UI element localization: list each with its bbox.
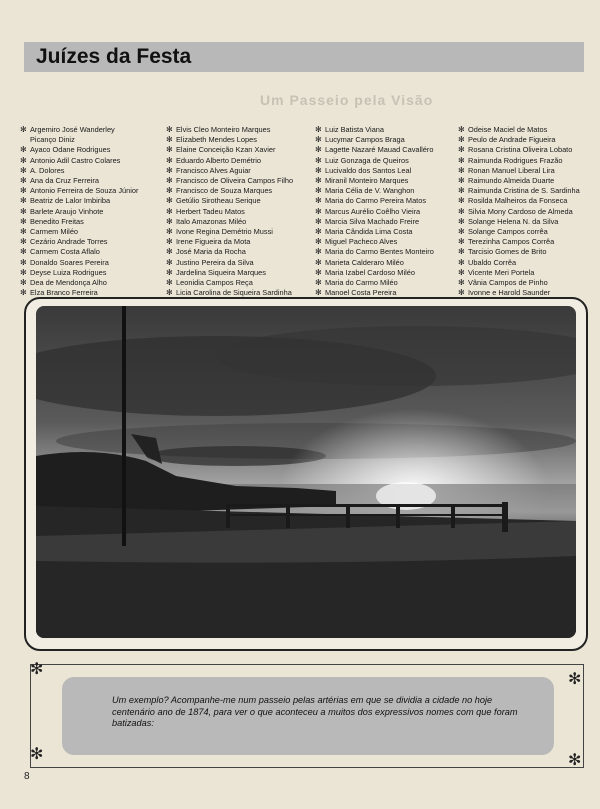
bullet-star-icon: ✻: [458, 237, 465, 247]
bullet-star-icon: ✻: [20, 288, 27, 298]
judge-name: [166, 196, 293, 206]
judges-column-3: [315, 125, 434, 298]
bullet-star-icon: ✻: [458, 145, 465, 155]
bullet-star-icon: ✻: [458, 288, 465, 298]
judge-name: [20, 156, 138, 166]
bullet-star-icon: ✻: [20, 155, 27, 165]
bullet-star-icon: ✻: [315, 155, 322, 165]
judge-name: [20, 166, 138, 176]
judge-name: [458, 176, 580, 186]
judge-name-text: Rosana Cristina Oliveira Lobato: [468, 145, 573, 155]
bleed-through-text: Um Passeio pela Visão: [260, 92, 434, 108]
corner-star-icon: ✻: [30, 746, 44, 763]
bullet-star-icon: ✻: [166, 206, 173, 216]
judge-name-text: Maria Cândida Lima Costa: [325, 227, 413, 237]
bullet-star-icon: ✻: [20, 257, 27, 267]
judge-name: [458, 196, 580, 206]
bullet-star-icon: ✻: [20, 176, 27, 186]
judge-name-text: Maria do Carmo Bentes Monteiro: [325, 247, 434, 257]
bullet-star-icon: ✻: [458, 257, 465, 267]
judge-name: [458, 237, 580, 247]
judge-name-text: Francisco de Oliveira Campos Filho: [176, 176, 294, 186]
bullet-star-icon: ✻: [458, 206, 465, 216]
judge-name: [315, 247, 434, 257]
judges-column-2: [166, 125, 293, 298]
judge-name: [166, 125, 293, 135]
judge-name-text: Eduardo Alberto Demétrio: [176, 155, 262, 165]
judge-name: [20, 145, 138, 155]
bullet-star-icon: ✻: [315, 206, 322, 216]
judge-name: [315, 135, 434, 145]
judge-name: [20, 217, 138, 227]
judge-name-text: Marieta Calderaro Miléo: [325, 257, 404, 267]
bullet-star-icon: ✻: [166, 237, 173, 247]
bullet-star-icon: ✻: [458, 267, 465, 277]
judge-name: [458, 278, 580, 288]
judge-name: [166, 247, 293, 257]
bullet-star-icon: ✻: [166, 278, 173, 288]
judge-name-text: Getúlio Sirotheau Serique: [176, 196, 261, 206]
judge-name-continuation: Picanço Diniz: [30, 135, 75, 145]
judge-name-text: Lucivaldo dos Santos Leal: [325, 165, 412, 175]
judge-name: [315, 268, 434, 278]
judge-name: [315, 278, 434, 288]
judge-name-text: A. Dolores: [30, 165, 65, 175]
judge-name: [166, 278, 293, 288]
bullet-star-icon: ✻: [315, 176, 322, 186]
judge-name: [166, 227, 293, 237]
bullet-star-icon: ✻: [315, 257, 322, 267]
judges-column-1: [20, 125, 138, 298]
judge-name-text: Miranil Monteiro Marques: [325, 176, 409, 186]
judge-name-text: Silvia Mony Cardoso de Almeda: [468, 206, 573, 216]
bullet-star-icon: ✻: [315, 125, 322, 134]
bullet-star-icon: ✻: [458, 186, 465, 196]
bullet-star-icon: ✻: [315, 288, 322, 298]
judges-column-4: [458, 125, 580, 298]
bullet-star-icon: ✻: [166, 288, 173, 298]
judge-name: [166, 237, 293, 247]
bullet-star-icon: ✻: [166, 145, 173, 155]
judge-name-text: Marcus Aurélio Coêlho Vieira: [325, 206, 421, 216]
judge-name-text: Solange Helena N. da Silva: [468, 216, 559, 226]
judge-name-text: Carmem Costa Aflalo: [30, 247, 100, 257]
judge-name: [458, 207, 580, 217]
bullet-star-icon: ✻: [315, 165, 322, 175]
bullet-star-icon: ✻: [166, 186, 173, 196]
judge-name: [20, 247, 138, 257]
judge-name: [166, 145, 293, 155]
judge-name: [315, 258, 434, 268]
bullet-star-icon: ✻: [20, 196, 27, 206]
bullet-star-icon: ✻: [315, 278, 322, 288]
bullet-star-icon: ✻: [315, 186, 322, 196]
bullet-star-icon: ✻: [458, 216, 465, 226]
judge-name: [20, 237, 138, 247]
judge-name: [315, 196, 434, 206]
bullet-star-icon: ✻: [458, 227, 465, 237]
bullet-star-icon: ✻: [315, 247, 322, 257]
bullet-star-icon: ✻: [166, 125, 173, 134]
judge-name: [315, 207, 434, 217]
judge-name: [20, 227, 138, 237]
judge-name: [166, 268, 293, 278]
judge-name: [20, 196, 138, 206]
judge-name: [458, 258, 580, 268]
judge-name-text: Terezinha Campos Corrêa: [468, 237, 555, 247]
bullet-star-icon: ✻: [315, 237, 322, 247]
judge-name: [458, 268, 580, 278]
judge-name-text: Elaine Conceição Kzan Xavier: [176, 145, 276, 155]
bullet-star-icon: ✻: [458, 247, 465, 257]
judge-name-text: Raimundo Almeida Duarte: [468, 176, 555, 186]
judge-name-text: Vicente Meri Portela: [468, 267, 535, 277]
judge-name: [458, 145, 580, 155]
judge-name-text: Elza Branco Ferreira: [30, 288, 98, 298]
judge-name: [315, 176, 434, 186]
judge-name: [315, 186, 434, 196]
judge-name: [20, 207, 138, 217]
bullet-star-icon: ✻: [166, 135, 173, 145]
judge-name-text: Barlete Araujo Vinhote: [30, 206, 104, 216]
judge-name: [458, 156, 580, 166]
bullet-star-icon: ✻: [20, 145, 27, 155]
quote-box: [62, 677, 554, 755]
bullet-star-icon: ✻: [20, 267, 27, 277]
judge-name: [458, 135, 580, 145]
judge-name-text: Justino Pereira da Silva: [176, 257, 254, 267]
bullet-star-icon: ✻: [166, 247, 173, 257]
sunset-harbor-photo: [36, 306, 576, 638]
judge-name-text: José Maria da Rocha: [176, 247, 246, 257]
section-title: Juízes da Festa: [36, 45, 192, 68]
judge-name: [166, 135, 293, 145]
judge-name-text: Solange Campos corrêa: [468, 227, 548, 237]
judge-name: [20, 268, 138, 278]
bullet-star-icon: ✻: [315, 135, 322, 145]
judge-name-text: Ubaldo Corrêa: [468, 257, 517, 267]
judge-name: [315, 156, 434, 166]
judge-name-text: Vânia Campos de Pinho: [468, 278, 548, 288]
page-number: 8: [24, 771, 30, 782]
judge-name-text: Raimunda Rodrigues Frazão: [468, 155, 563, 165]
bullet-star-icon: ✻: [458, 125, 465, 134]
judge-name: [166, 176, 293, 186]
bullet-star-icon: ✻: [458, 278, 465, 288]
corner-star-icon: ✻: [568, 671, 582, 688]
judge-name: [315, 145, 434, 155]
judge-name-text: Luiz Batista Viana: [325, 125, 385, 134]
judge-name-text: Dea de Mendonça Alho: [30, 278, 107, 288]
judge-name-text: Benedito Freitas: [30, 216, 84, 226]
judge-name-text: Italo Amazonas Miléo: [176, 216, 247, 226]
judge-name: [315, 166, 434, 176]
judge-name-text: Maria Izabel Cardoso Miléo: [325, 267, 415, 277]
judge-name-text: Argemiro José Wanderley: [30, 125, 115, 134]
judge-name-text: Antonio Ferreira de Souza Júnior: [30, 186, 139, 196]
judge-name-text: Herbert Tadeu Matos: [176, 206, 245, 216]
bullet-star-icon: ✻: [315, 267, 322, 277]
judge-name: [166, 217, 293, 227]
judge-name-text: Peulo de Andrade Figueira: [468, 135, 556, 145]
judge-name: [458, 227, 580, 237]
judge-name-text: Donaldo Soares Pereira: [30, 257, 109, 267]
judges-list: [20, 125, 590, 298]
judge-name-text: Carmem Miléo: [30, 227, 79, 237]
bullet-star-icon: ✻: [458, 196, 465, 206]
bullet-star-icon: ✻: [166, 196, 173, 206]
bullet-star-icon: ✻: [458, 135, 465, 145]
judge-name-text: Miguel Pacheco Alves: [325, 237, 398, 247]
judge-name-text: Lagette Nazaré Mauad Cavalléro: [325, 145, 434, 155]
judge-name: [20, 176, 138, 186]
bullet-star-icon: ✻: [166, 227, 173, 237]
judge-name: [315, 217, 434, 227]
bullet-star-icon: ✻: [20, 186, 27, 196]
bullet-star-icon: ✻: [20, 237, 27, 247]
bullet-star-icon: ✻: [315, 227, 322, 237]
judge-name-text: Irene Figueira da Mota: [176, 237, 251, 247]
judge-name: [315, 125, 434, 135]
judge-name-text: Ronan Manuel Liberal Lira: [468, 165, 555, 175]
bullet-star-icon: ✻: [166, 176, 173, 186]
bullet-star-icon: ✻: [20, 125, 27, 134]
judge-name-text: Marcia Silva Machado Freire: [325, 216, 420, 226]
judge-name-text: Ivonne e Harold Saunder: [468, 288, 551, 298]
bullet-star-icon: ✻: [166, 165, 173, 175]
judge-name-text: Elizabeth Mendes Lopes: [176, 135, 257, 145]
judge-name-text: Ivone Regina Demétrio Mussi: [176, 227, 273, 237]
judge-name: [166, 156, 293, 166]
judge-name: [20, 278, 138, 288]
bullet-star-icon: ✻: [20, 206, 27, 216]
bullet-star-icon: ✻: [20, 227, 27, 237]
judge-name-text: Cezário Andrade Torres: [30, 237, 108, 247]
judge-name: [458, 247, 580, 257]
judge-name: [20, 186, 138, 196]
bullet-star-icon: ✻: [458, 176, 465, 186]
judge-name: [315, 227, 434, 237]
bullet-star-icon: ✻: [315, 196, 322, 206]
judge-name-text: Licia Carolina de Siqueira Sardinha: [176, 288, 292, 298]
corner-star-icon: ✻: [568, 752, 582, 769]
judge-name-text: Beatriz de Lalor Imbiriba: [30, 196, 111, 206]
judge-name: [166, 258, 293, 268]
judge-name: [458, 217, 580, 227]
judge-name-text: Maria do Carmo Miléo: [325, 278, 398, 288]
section-title-bar: [24, 42, 584, 72]
judge-name-text: Manoel Costa Pereira: [325, 288, 397, 298]
bullet-star-icon: ✻: [166, 257, 173, 267]
judge-name-text: Maria do Carmo Pereira Matos: [325, 196, 427, 206]
judge-name-text: Leonidia Campos Reça: [176, 278, 253, 288]
bullet-star-icon: ✻: [315, 145, 322, 155]
judge-name: [20, 125, 138, 145]
bullet-star-icon: ✻: [458, 165, 465, 175]
judge-name: [166, 207, 293, 217]
judge-name: [20, 258, 138, 268]
judge-name: [458, 125, 580, 135]
judge-name-text: Ana da Cruz Ferreira: [30, 176, 100, 186]
judge-name-text: Ayaco Odane Rodrigues: [30, 145, 111, 155]
judge-name-text: Tarcisio Gomes de Brito: [468, 247, 547, 257]
judge-name-text: Jardelina Siqueira Marques: [176, 267, 266, 277]
judge-name: [458, 166, 580, 176]
bullet-star-icon: ✻: [315, 216, 322, 226]
judge-name-text: Raimunda Cristina de S. Sardinha: [468, 186, 580, 196]
judge-name-text: Maria Célia de V. Wanghon: [325, 186, 415, 196]
judge-name: [458, 186, 580, 196]
judge-name-text: Francisco Alves Aguiar: [176, 165, 251, 175]
judge-name-text: Deyse Luiza Rodrigues: [30, 267, 107, 277]
judge-name: [315, 237, 434, 247]
judge-name-text: Elvis Cleo Monteiro Marques: [176, 125, 271, 134]
judge-name-text: Rosilda Malheiros da Fonseca: [468, 196, 568, 206]
judge-name-text: Francisco de Souza Marques: [176, 186, 273, 196]
bullet-star-icon: ✻: [20, 247, 27, 257]
judge-name-text: Luiz Gonzaga de Queiros: [325, 155, 409, 165]
judge-name-text: Odeise Maciel de Matos: [468, 125, 548, 134]
judge-name: [166, 166, 293, 176]
intro-quote: Um exemplo? Acompanhe-me num passeio pelas artérias em que se dividia a cidade no hoje centenário ano de 1874, para ver o que aconteceu a muitos dos expressivos nomes com que foram batizadas:: [112, 695, 518, 728]
bullet-star-icon: ✻: [20, 165, 27, 175]
bullet-star-icon: ✻: [458, 155, 465, 165]
corner-star-icon: ✻: [30, 661, 44, 678]
bullet-star-icon: ✻: [166, 155, 173, 165]
bullet-star-icon: ✻: [20, 216, 27, 226]
judge-name-text: Lucymar Campos Braga: [325, 135, 405, 145]
bullet-star-icon: ✻: [20, 278, 27, 288]
bullet-star-icon: ✻: [166, 216, 173, 226]
judge-name-text: Antonio Adil Castro Colares: [30, 155, 121, 165]
bullet-star-icon: ✻: [166, 267, 173, 277]
judge-name: [166, 186, 293, 196]
